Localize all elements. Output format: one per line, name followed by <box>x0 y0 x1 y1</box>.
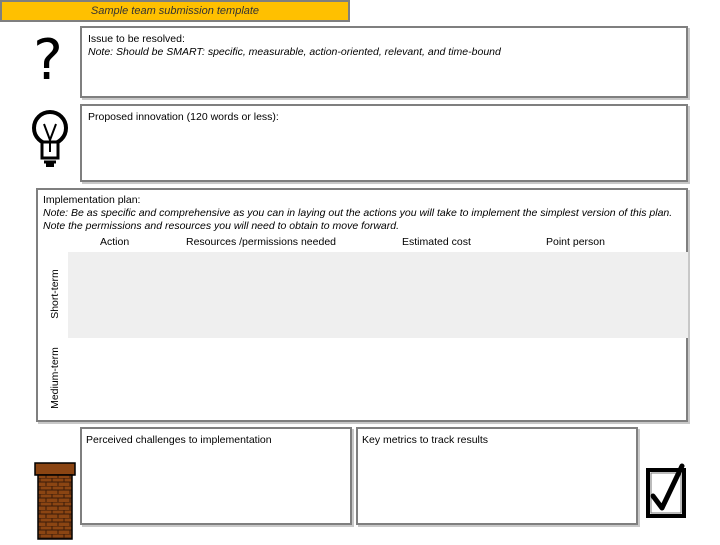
challenges-box[interactable] <box>80 427 352 525</box>
short-term-row[interactable] <box>68 252 688 338</box>
plan-heading: Implementation plan: <box>43 194 141 206</box>
issue-heading: Issue to be resolved: <box>88 33 185 45</box>
innovation-heading: Proposed innovation (120 words or less): <box>88 111 279 123</box>
plan-column-headers <box>38 236 686 250</box>
issue-note: Note: Should be SMART: specific, measurable, action-oriented, relevant, and time-bound <box>88 46 501 58</box>
metrics-box[interactable] <box>356 427 638 525</box>
brick-wall-icon <box>34 462 76 540</box>
innovation-box[interactable] <box>80 104 688 182</box>
question-mark-icon <box>30 26 66 96</box>
column-resources: Resources /permissions needed <box>186 236 336 248</box>
column-point-person: Point person <box>546 236 605 248</box>
plan-note: Note: Be as specific and comprehensive as you can in laying out the actions you will take to implement the simplest version of this plan. Note the permissions and resources you will need to obtain to move forward. <box>43 207 673 232</box>
question-glyph: ? <box>33 28 63 93</box>
issue-box[interactable] <box>80 26 688 98</box>
checkbox-check-icon <box>644 462 688 520</box>
medium-term-label-cell <box>40 338 68 420</box>
column-action: Action <box>100 236 130 248</box>
medium-term-label: Medium-term <box>49 347 61 409</box>
challenges-heading: Perceived challenges to implementation <box>86 434 272 446</box>
short-term-label-cell <box>40 252 68 338</box>
medium-term-row[interactable] <box>68 338 688 420</box>
template-title-text: Sample team submission template <box>90 5 260 17</box>
lightbulb-icon <box>30 106 70 168</box>
short-term-label: Short-term <box>49 269 61 319</box>
implementation-plan-box[interactable] <box>36 188 688 422</box>
template-title <box>0 0 350 22</box>
column-estimated-cost: Estimated cost <box>402 236 471 248</box>
metrics-heading: Key metrics to track results <box>362 434 489 446</box>
